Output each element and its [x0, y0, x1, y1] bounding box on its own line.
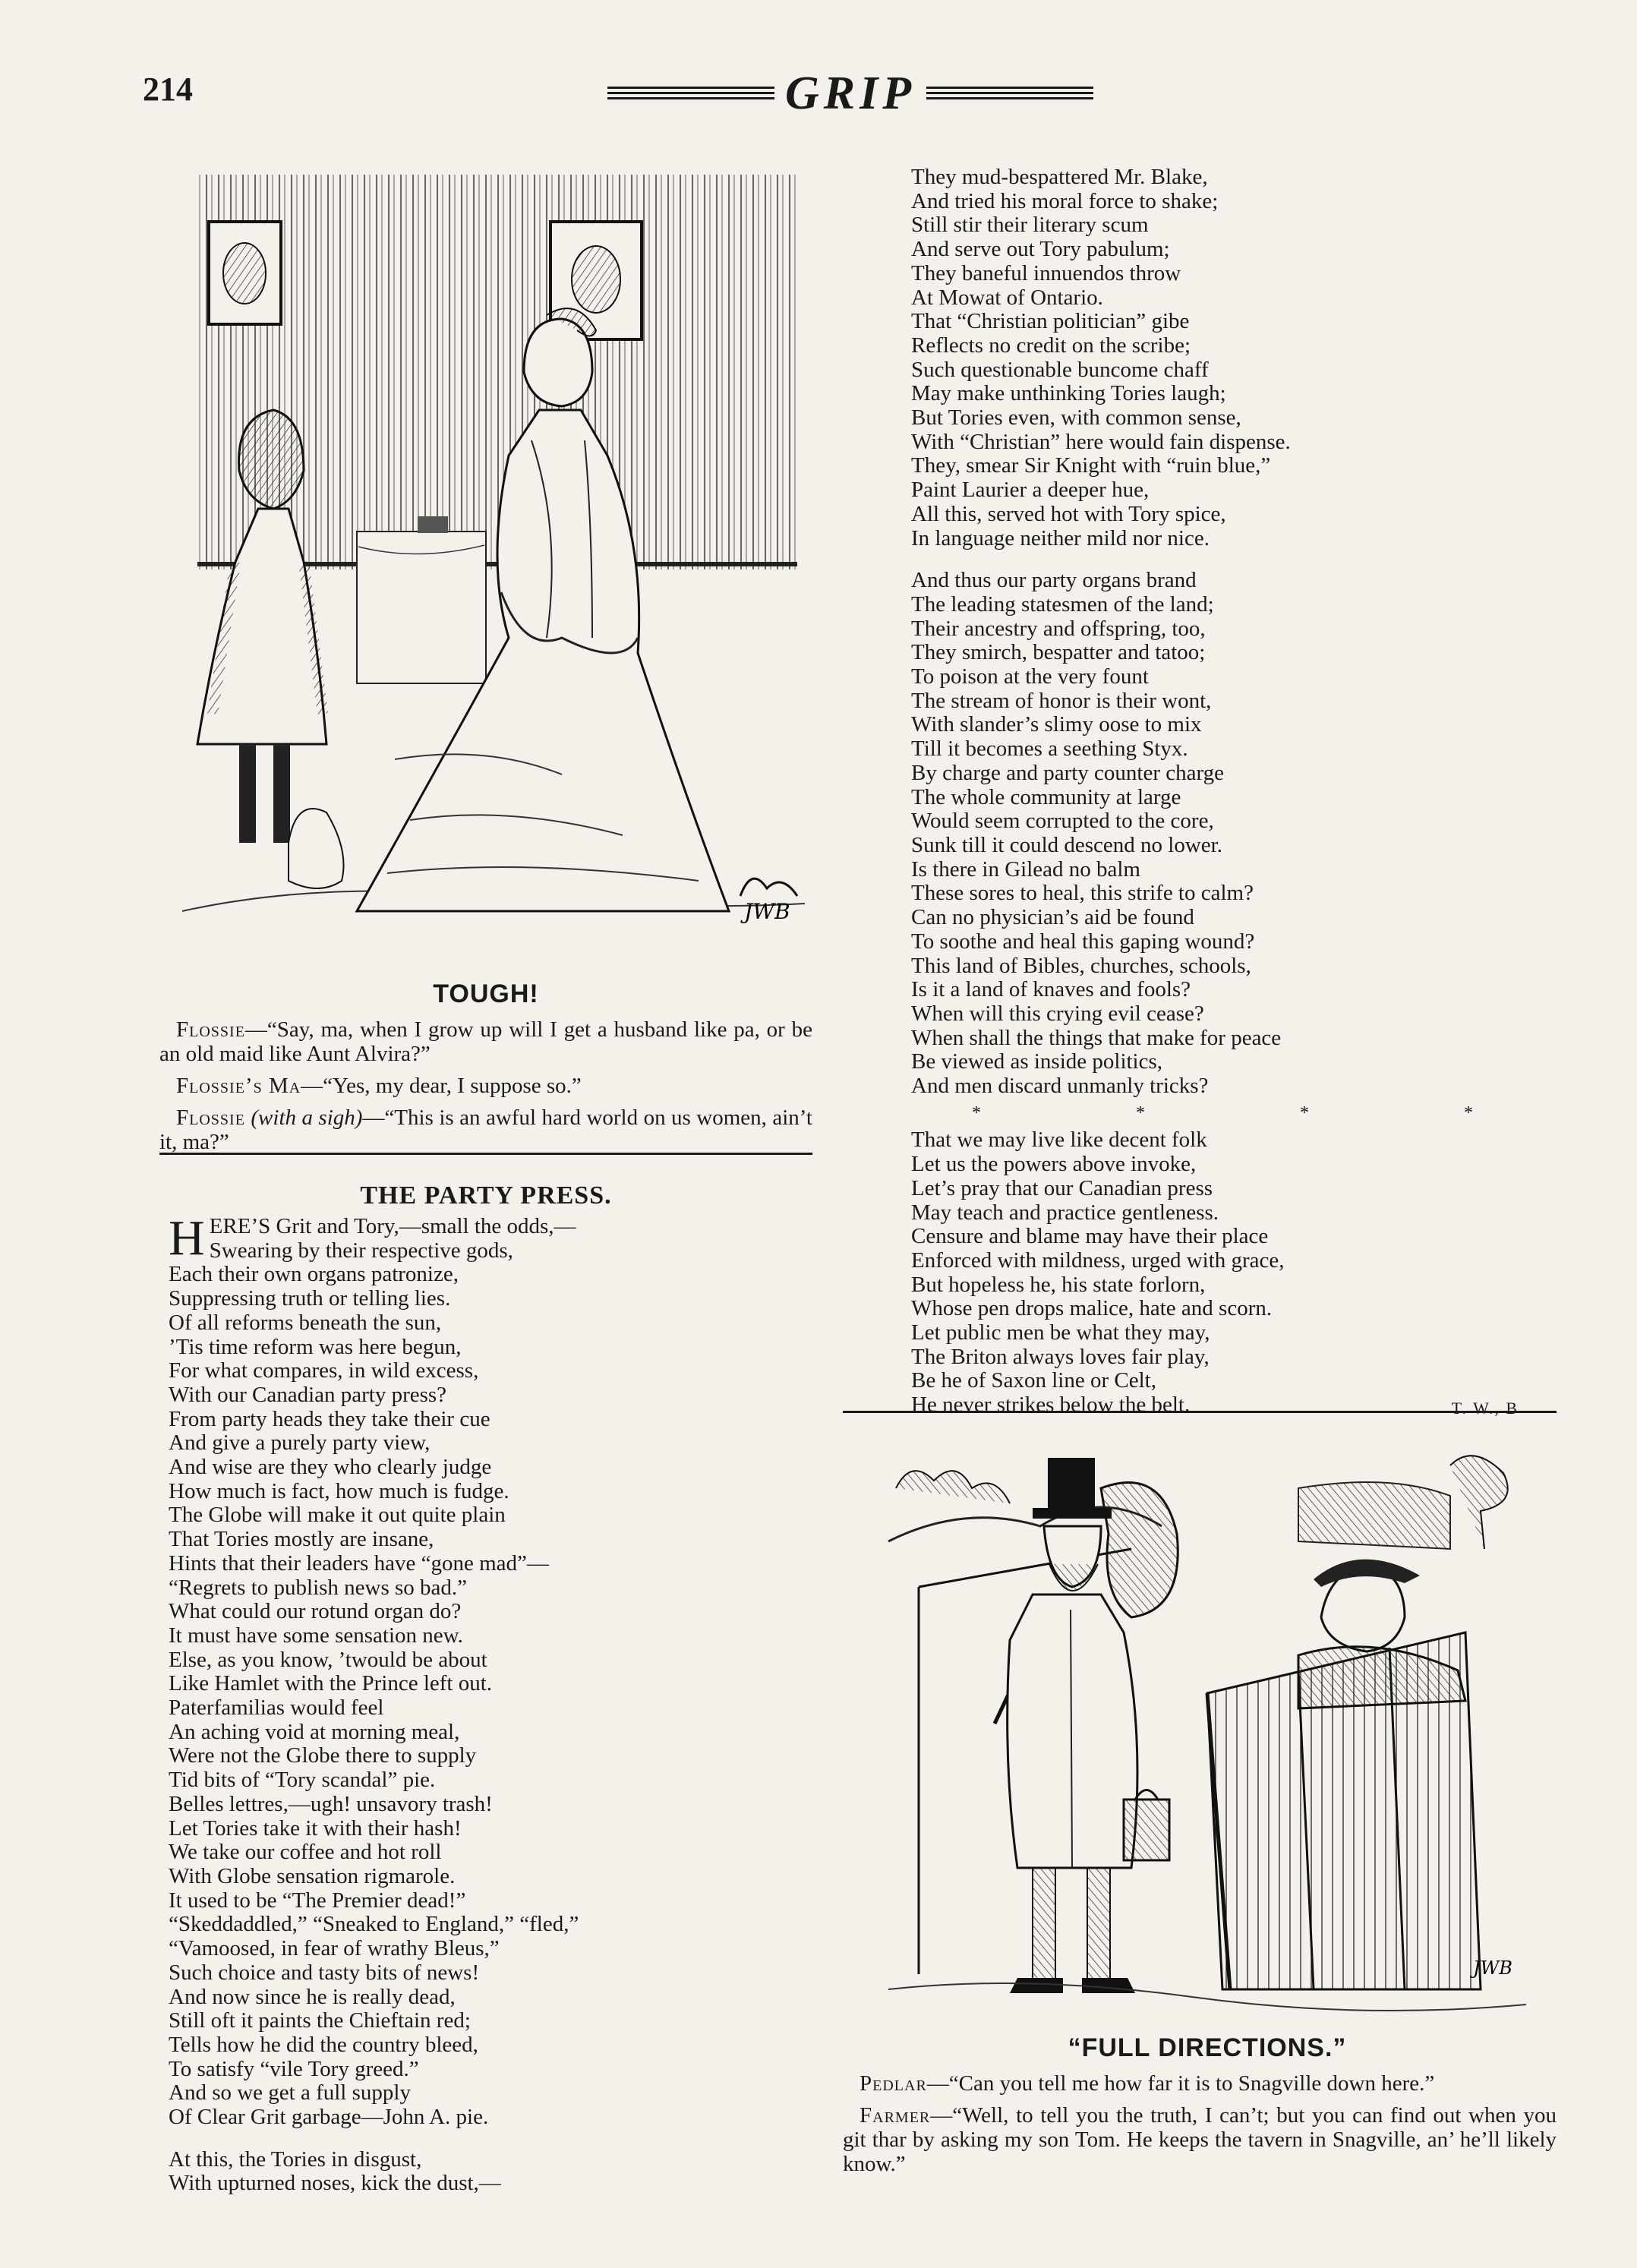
poem-line: Till it becomes a seething Styx. — [911, 737, 1188, 762]
poem-line: By charge and party counter charge — [911, 760, 1225, 785]
illustration-tough — [167, 167, 820, 934]
poem-signature: T. W., B — [1451, 1399, 1519, 1418]
poem-column-right — [911, 166, 1534, 1418]
poem-line: Their ancestry and offspring, too, — [911, 616, 1206, 641]
masthead-rule-left — [607, 85, 774, 102]
poem-line: May teach and practice gentleness. — [911, 1200, 1219, 1225]
poem-line: Such choice and tasty bits of news! — [169, 1960, 480, 1985]
illustration-full-directions — [873, 1443, 1541, 2027]
poem-line: These sores to heal, this strife to calm? — [911, 881, 1254, 906]
poem-line: They mud-bespattered Mr. Blake, — [911, 165, 1208, 189]
poem-stanza-1 — [911, 166, 1534, 550]
poem-line: Be viewed as inside politics, — [911, 1049, 1163, 1074]
poem-line: With Globe sensation rigmarole. — [169, 1863, 456, 1888]
dialogue-line: Flossie (with a sigh)—“This is an awful hard world on us women, ain’t it, ma?” — [159, 1106, 812, 1154]
poem-line: They, smear Sir Knight with “ruin blue,” — [911, 453, 1271, 478]
poem-line: Still oft it paints the Chieftain red; — [169, 2008, 471, 2033]
poem-line: Let us the powers above invoke, — [911, 1152, 1197, 1177]
poem-line: The Globe will make it out quite plain — [169, 1503, 506, 1528]
poem-line: Of Clear Grit garbage—John A. pie. — [169, 2105, 489, 2130]
poem-line: At this, the Tories in disgust, — [169, 2147, 422, 2172]
poem-line: That we may live like decent folk — [911, 1128, 1207, 1153]
poem-line: That “Christian politician” gibe — [911, 309, 1190, 334]
poem-line: And give a purely party view, — [169, 1431, 431, 1456]
poem-line: Let Tories take it with their hash! — [169, 1815, 462, 1841]
poem-title: THE PARTY PRESS. — [360, 1181, 612, 1210]
poem-line: Let’s pray that our Canadian press — [911, 1175, 1213, 1200]
star-mark: * — [972, 1102, 981, 1123]
poem-line: Paterfamilias would feel — [169, 1695, 384, 1721]
poem-line: And thus our party organs brand — [911, 568, 1197, 593]
poem-line: But hopeless he, his state forlorn, — [911, 1272, 1206, 1297]
poem-line: With upturned noses, kick the dust,— — [169, 2171, 501, 2196]
poem-line: Whose pen drops malice, hate and scorn. — [911, 1296, 1273, 1321]
masthead — [607, 67, 1093, 120]
poem-line: That Tories mostly are insane, — [169, 1527, 434, 1552]
poem-line: This land of Bibles, churches, schools, — [911, 953, 1251, 978]
poem-line: From party heads they take their cue — [169, 1406, 490, 1431]
poem-line: And men discard unmanly tricks? — [911, 1074, 1209, 1099]
poem-line: Is there in Gilead no balm — [911, 856, 1140, 882]
poem-line: An aching void at morning meal, — [169, 1719, 460, 1744]
poem-line: Sunk till it could descend no lower. — [911, 832, 1222, 857]
poem-line: Censure and blame may have their place — [911, 1224, 1269, 1249]
poem-last-line: He never strikes below the belt. T. W., B — [911, 1393, 1534, 1418]
poem-line: Is it a land of knaves and fools? — [911, 977, 1191, 1002]
illustration-directions-signature: JWB — [1473, 1957, 1512, 1979]
poem-col1-lines — [169, 1239, 791, 2130]
poem-line: Belles lettres,—ugh! unsavory trash! — [169, 1791, 493, 1816]
poem-line: Were not the Globe there to supply — [169, 1743, 477, 1768]
poem-first-line: HERE’S Grit and Tory,—small the odds,— — [169, 1210, 576, 1266]
poem-line: Swearing by their respective gods, — [209, 1238, 513, 1263]
poem-line: When shall the things that make for peace — [911, 1025, 1282, 1050]
poem-line: Such questionable buncome chaff — [911, 357, 1209, 382]
masthead-rule-right — [926, 85, 1093, 102]
poem-line: What could our rotund organ do? — [169, 1599, 462, 1624]
poem-line: “Skeddaddled,” “Sneaked to England,” “fled,” — [169, 1912, 579, 1937]
poem-line: All this, served hot with Tory spice, — [911, 501, 1226, 526]
poem-line: Suppressing truth or telling lies. — [169, 1286, 451, 1311]
star-mark: * — [1300, 1102, 1309, 1123]
caption-directions-title: “FULL DIRECTIONS.” — [1068, 2033, 1347, 2062]
poem-line: Reflects no credit on the scribe; — [911, 333, 1191, 358]
dialogue-line: Farmer—“Well, to tell you the truth, I can’t; but you can find out when you git thar by asking my son Tom. He keeps the tavern in Snagville, an’ he’ll likely know.” — [843, 2103, 1557, 2176]
poem-line: Still stir their literary scum — [911, 213, 1149, 238]
dialogue-line: Flossie—“Say, ma, when I grow up will I get a husband like pa, or be an old maid like Aunt Alvira?” — [159, 1017, 812, 1066]
poem-line: The Briton always loves fair play, — [911, 1344, 1210, 1369]
poem-col1-tail — [169, 2148, 791, 2196]
stanza-gap — [169, 2130, 791, 2148]
poem-stanza-3 — [911, 1128, 1534, 1393]
caption-tough-title: TOUGH! — [433, 979, 539, 1008]
poem-line: Hints that their leaders have “gone mad”— — [169, 1550, 549, 1576]
poem-line: With our Canadian party press? — [169, 1382, 447, 1407]
poem-line: The leading statesmen of the land; — [911, 591, 1214, 617]
poem-line: Of all reforms beneath the sun, — [169, 1310, 442, 1335]
poem-line: Would seem corrupted to the core, — [911, 809, 1214, 834]
poem-line: The stream of honor is their wont, — [911, 688, 1212, 713]
poem-line: And wise are they who clearly judge — [169, 1455, 492, 1480]
poem-line: Tells how he did the country bleed, — [169, 2032, 478, 2057]
section-stars — [972, 1102, 1473, 1126]
poem-line: Each their own organs patronize, — [169, 1262, 459, 1287]
poem-line: Can no physician’s aid be found — [911, 905, 1194, 930]
poem-line: It used to be “The Premier dead!” — [169, 1888, 466, 1913]
masthead-title: GRIP — [784, 67, 916, 119]
poem-line: With slander’s slimy oose to mix — [911, 712, 1202, 737]
poem-line: We take our coffee and hot roll — [169, 1840, 442, 1865]
star-mark: * — [1136, 1102, 1145, 1123]
poem-line: And so we get a full supply — [169, 2080, 411, 2106]
poem-line: In language neither mild nor nice. — [911, 525, 1210, 550]
poem-line: Like Hamlet with the Prince left out. — [169, 1671, 493, 1696]
poem-line: For what compares, in wild excess, — [169, 1358, 479, 1383]
page-number: 214 — [143, 71, 193, 108]
poem-line: To poison at the very fount — [911, 664, 1149, 689]
poem-line: “Vamoosed, in fear of wrathy Bleus,” — [169, 1936, 500, 1961]
poem-line: Else, as you know, ’twould be about — [169, 1647, 487, 1672]
poem-line: ’Tis time reform was here begun, — [169, 1334, 462, 1359]
poem-column-left — [169, 1210, 791, 2196]
poem-line: With “Christian” here would fain dispense. — [911, 429, 1291, 454]
poem-line: And serve out Tory pabulum; — [911, 237, 1170, 262]
poem-line: Paint Laurier a deeper hue, — [911, 478, 1150, 503]
poem-line: They smirch, bespatter and tatoo; — [911, 640, 1206, 665]
poem-line: But Tories even, with common sense, — [911, 405, 1241, 431]
poem-line: Tid bits of “Tory scandal” pie. — [169, 1768, 436, 1793]
poem-line: And now since he is really dead, — [169, 1984, 456, 2009]
poem-line: How much is fact, how much is fudge. — [169, 1478, 509, 1503]
poem-line: Let public men be what they may, — [911, 1320, 1210, 1345]
dialogue-line: Flossie’s Ma—“Yes, my dear, I suppose so.” — [176, 1074, 582, 1098]
poem-line: May make unthinking Tories laugh; — [911, 381, 1226, 406]
poem-line: And tried his moral force to shake; — [911, 188, 1219, 213]
poem-line: When will this crying evil cease? — [911, 1001, 1204, 1026]
poem-line: They baneful innuendos throw — [911, 260, 1181, 285]
poem-line: To soothe and heal this gaping wound? — [911, 929, 1255, 954]
poem-line: At Mowat of Ontario. — [911, 285, 1103, 310]
poem-line: Be he of Saxon line or Celt, — [911, 1368, 1156, 1393]
poem-stanza-2 — [911, 569, 1534, 1098]
stanza-gap — [911, 550, 1534, 569]
poem-line: To satisfy “vile Tory greed.” — [169, 2056, 419, 2081]
poem-line: “Regrets to publish news so bad.” — [169, 1575, 468, 1600]
poem-line: It must have some sensation new. — [169, 1623, 463, 1648]
poem-line: The whole community at large — [911, 784, 1181, 809]
caption-directions-dialogue — [843, 2071, 1557, 2184]
star-mark: * — [1464, 1102, 1473, 1123]
caption-tough-dialogue — [159, 1017, 812, 1162]
dropcap: H — [169, 1210, 205, 1266]
illustration-tough-signature: JWB — [744, 899, 790, 924]
divider — [843, 1411, 1557, 1413]
poem-line: Enforced with mildness, urged with grace, — [911, 1248, 1285, 1273]
divider — [159, 1153, 812, 1155]
dialogue-line: Pedlar—“Can you tell me how far it is to Snagville down here.” — [860, 2071, 1435, 2096]
